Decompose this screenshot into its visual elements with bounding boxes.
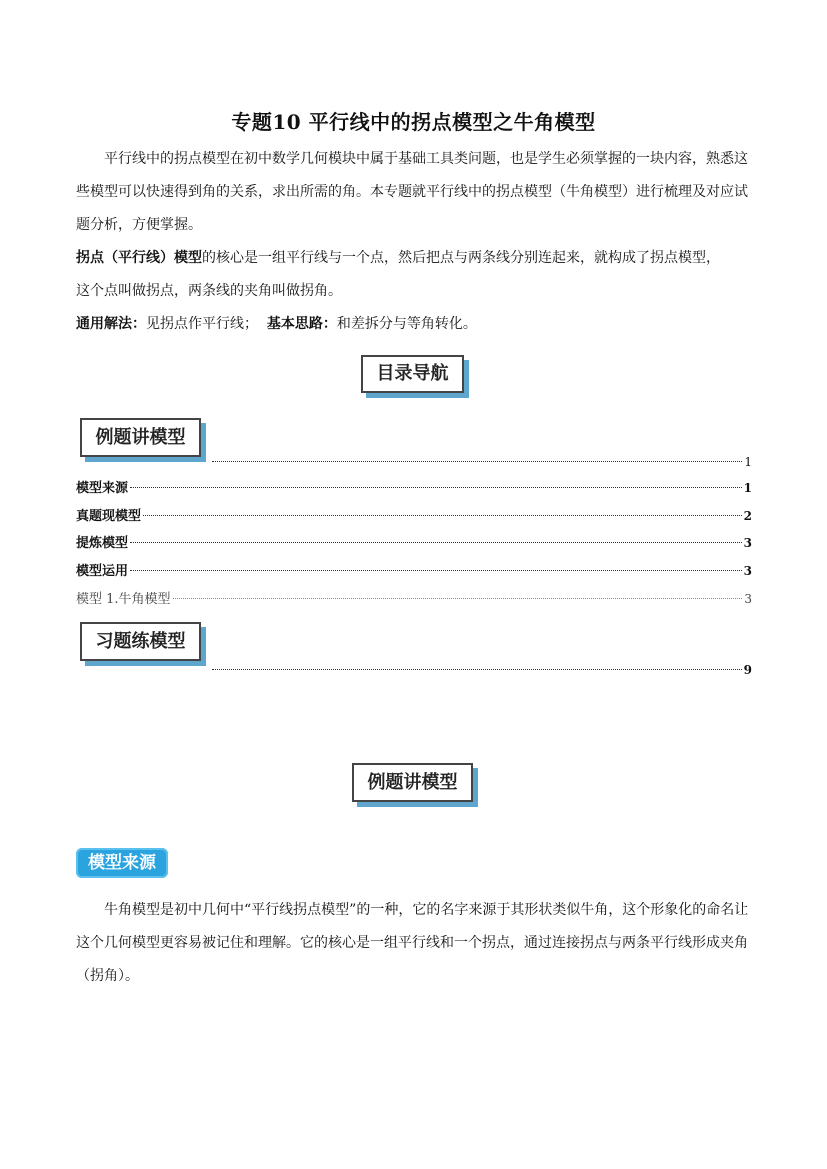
toc-row-model-use[interactable]: [76, 561, 752, 581]
method-line: [76, 308, 752, 341]
toc-section1-leader[interactable]: [210, 452, 752, 472]
toc-section-example-box[interactable]: 例题讲模型: [80, 418, 201, 457]
core-term: 拐点（平行线）模型: [76, 250, 202, 266]
toc-row-label: 模型来源: [76, 481, 129, 496]
core-text-1: 的核心是一组平行线与一个点，然后把点与两条线分别连起来，就构成了拐点模型，: [202, 250, 720, 266]
toc-row-model-source[interactable]: [76, 478, 752, 498]
toc-section2-leader[interactable]: [210, 660, 752, 680]
source-paragraph: 牛角模型是初中几何中“平行线拐点模型”的一种，它的名字来源于其形状类似牛角，这个形象化的命名让这个几何模型更容易被记住和理解。它的核心是一组平行线和一个拐点，通过连接拐点与两条平行线形成夹角（拐角）。: [76, 902, 749, 984]
dot-leader: [212, 461, 742, 462]
method-text-2: 和差拆分与等角转化。: [336, 316, 477, 332]
dot-leader: [143, 515, 742, 516]
dot-leader: [130, 570, 742, 571]
page-title: 专题10 平行线中的拐点模型之牛角模型: [231, 110, 596, 134]
method-label-2: 基本思路：: [266, 316, 337, 332]
dot-leader: [212, 669, 742, 670]
toc-page-number: 1: [743, 481, 752, 495]
toc-page-number: 2: [743, 509, 752, 523]
toc-page-number: 3: [744, 592, 752, 606]
toc-row-exam-model[interactable]: [76, 506, 752, 526]
toc-row-label: 模型 1.牛角模型: [76, 592, 171, 607]
toc-page-number: 3: [743, 564, 752, 578]
toc-row-ox-horn[interactable]: [76, 589, 752, 609]
intro-paragraph: 平行线中的拐点模型在初中数学几何模块中属于基础工具类问题，也是学生必须掌握的一块内容，熟悉这些模型可以快速得到角的关系，求出所需的角。本专题就平行线中的拐点模型（牛角模型）进行梳理及对应试题分析，方便掌握。: [76, 151, 748, 233]
core-line-1: [76, 242, 752, 275]
dot-leader: [130, 542, 742, 543]
toc-page-number: 3: [743, 536, 752, 550]
model-source-badge: 模型来源: [76, 848, 168, 878]
toc-row-label: 模型运用: [76, 564, 129, 579]
toc-section-practice-box[interactable]: 习题练模型: [80, 622, 201, 661]
toc-page-number: 9: [743, 663, 752, 677]
nav-title-box: 目录导航: [361, 355, 464, 393]
method-label-1: 通用解法：: [76, 316, 146, 332]
section-heading-box: 例题讲模型: [352, 763, 473, 802]
toc-row-refine-model[interactable]: [76, 533, 752, 553]
core-line-2: 这个点叫做拐点，两条线的夹角叫做拐角。: [76, 283, 342, 299]
toc-page-number: 1: [744, 455, 752, 469]
toc-row-label: 提炼模型: [76, 536, 129, 551]
dot-leader: [130, 487, 742, 488]
toc-row-label: 真题现模型: [76, 509, 142, 524]
method-text-1: 见拐点作平行线；: [146, 316, 258, 332]
dot-leader: [173, 598, 743, 599]
